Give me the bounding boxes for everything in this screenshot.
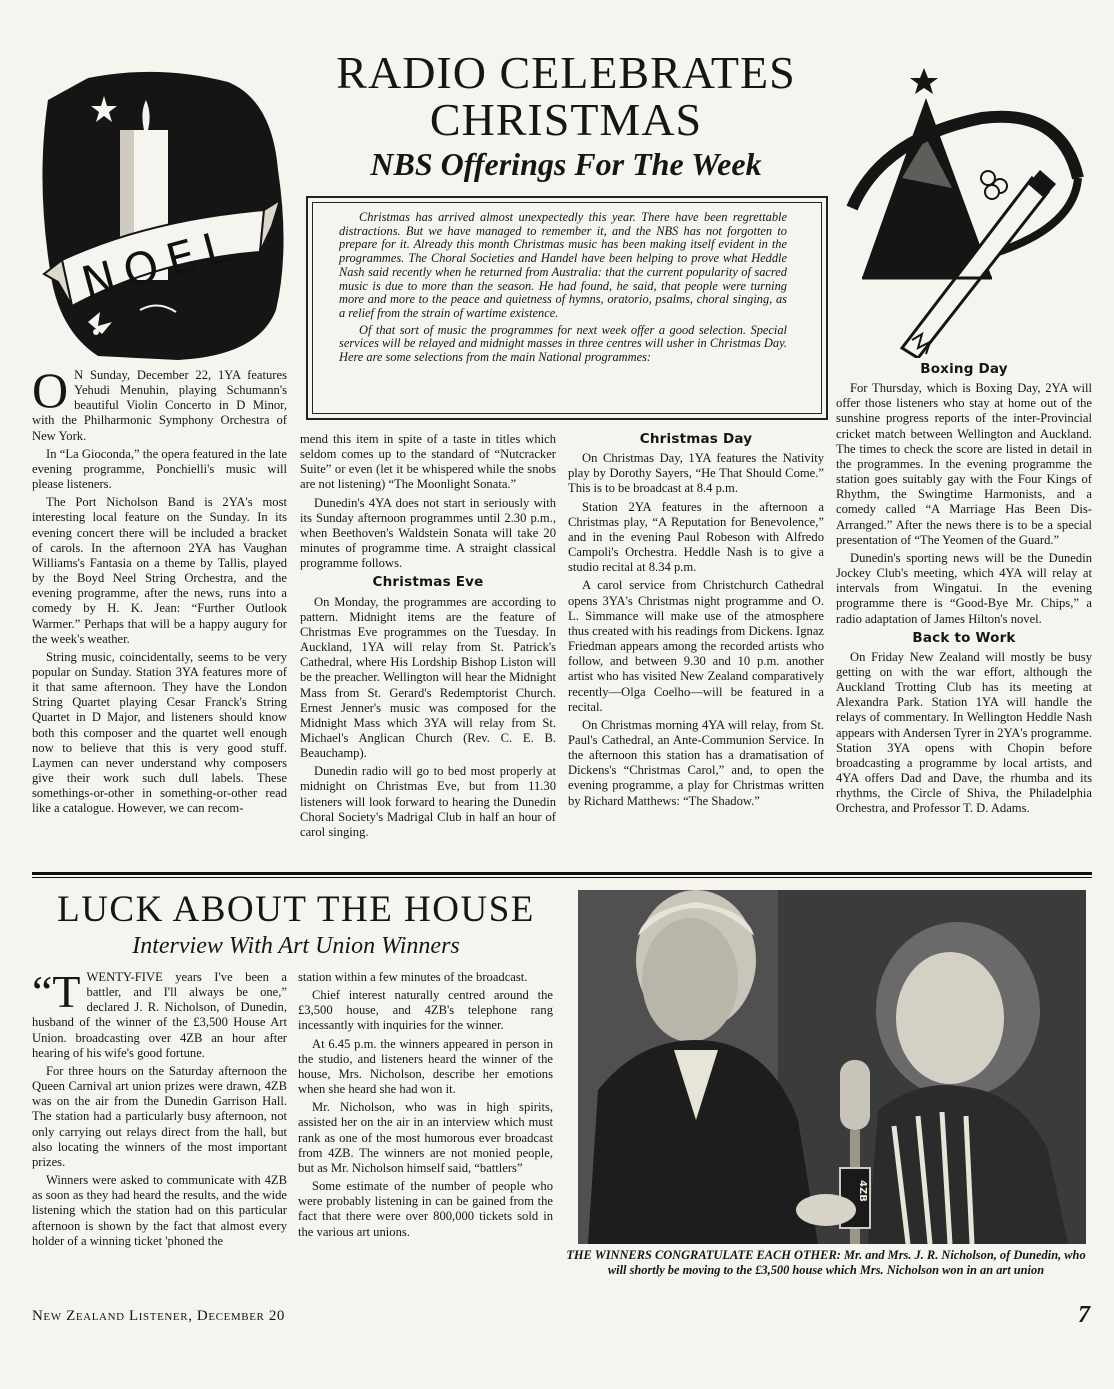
- section-heading-christmas-day: Christmas Day: [639, 431, 753, 447]
- headline-subtitle: NBS Offerings For The Week: [370, 146, 762, 182]
- caption-rest: Mr. and Mrs. J. R. Nicholson, of Dunedin, who will shortly be moving to the £3,500 house which Mrs. Nicholson won in an art union: [607, 1248, 1086, 1277]
- article-paragraph: In “La Gioconda,” the opera featured in the late evening programme, Ponchielli's music will please listeners.: [32, 446, 287, 492]
- noel-banner-text: NOEL: [76, 218, 245, 310]
- article-paragraph: Mr. Nicholson, who was in high spirits, assisted her on the air in an interview which must rank as one of the most humorous ever broadcast from 4ZB. The winners are not monied people, but as Mr. Nicholson himself said, “battlers”: [298, 1100, 553, 1175]
- column-3: [568, 428, 824, 812]
- photo-caption: [566, 1248, 1086, 1278]
- article-paragraph: Winners were asked to communicate with 4ZB as soon as they had heard the results, and the wide listening which the station had on this particular afternoon is shown by the fact that almost every holder of a winning ticket 'phoned the: [32, 1173, 287, 1248]
- christmas-tree-and-cracker-icon: [842, 58, 1088, 358]
- drop-cap: O: [32, 362, 69, 418]
- intro-paragraph: Of that sort of music the programmes for next week offer a good selection. Special services will be relayed and midnight masses in three centres will usher in Christmas Day. Here are some selections from the main National programmes:: [339, 322, 787, 365]
- article-paragraph: O N Sunday, December 22, 1YA features Yehudi Menuhin, playing Schumann's beautiful Violin Concerto in D Minor, with the Philharmonic Symphony Orchestra of New York.: [32, 362, 287, 443]
- article-paragraph: On Christmas morning 4YA will relay, from St. Paul's Cathedral, an Ante-Communion Service. In the afternoon this station has a dramatisation of Dickens's “Christmas Carol,” and, to open the evening programme, a play for Christmas written by Richard Matthews: “The Shadow.”: [568, 717, 824, 808]
- article-paragraph: A carol service from Christchurch Cathedral opens 3YA's Christmas night programme and O. L. Simmance will make use of the atmosphere thus created with his readings from Dickens. Ignaz Friedman appears among the recorded artists who follow, and between 9.30 and 10 p.m. another artist who has visited New Zealand comparatively recently—Olga Coelho—will be featured in a recital.: [568, 578, 824, 714]
- luck-column-1: [32, 966, 287, 1252]
- noel-illustration: [28, 60, 290, 360]
- article-paragraph: Station 2YA features in the afternoon a Christmas play, “A Reputation for Benevolence,” and in the evening Paul Robeson with Alfredo Campoli's Orchestra. Heddle Nash is to give a studio recital at 8.34 p.m.: [568, 499, 824, 575]
- tree-illustration: [842, 58, 1088, 358]
- intro-paragraph: Christmas has arrived almost unexpectedly this year. There have been regrettable distractions. But we have managed to remember it, and the NBS has not forgotten to prepare for it. Already this month Christmas music has been making itself evident in the programmes. The Choral Societies and Handel have been helping to prove what Heddle Nash said recently when he returned from Australia: that the current popularity of sacred music is due to more than the season. He had found, he said, that people were turning more and more to the peace and quietness of hymns, oratorio, psalms, choral singing, as a relief from the strain of wartime existence.: [339, 210, 787, 320]
- article-paragraph: On Christmas Day, 1YA features the Nativity play by Dorothy Sayers, “He That Should Come.” This is to be broadcast at 8.4 p.m.: [568, 451, 824, 496]
- headline-line1: RADIO CELEBRATES: [336, 47, 796, 98]
- luck-column-2: [298, 970, 553, 1243]
- column-4: [836, 358, 1092, 820]
- section-divider: [32, 872, 1092, 875]
- article-paragraph: String music, coincidentally, seems to be very popular on Sunday. Station 3YA features more of it that same afternoon. They have the London String Quartet playing Cesar Franck's String Quartet in D Major, and listeners should know both this composer and the quartet well enough now to believe that this is very good stuff. Laymen can never understand why composers give their work such dull labels. These somethings-or-other in something-or-other read like a catalogue. However, we can recom-: [32, 649, 287, 816]
- winners-photo: [578, 890, 1086, 1244]
- article-paragraph: The Port Nicholson Band is 2YA's most interesting local feature on the Sunday. In its evening concert there will be included a bracket of carols. In the afternoon 2YA has Vaughan Williams's Fantasia on a theme by Tallis, played by the Boyd Neel String Orchestra, and the evening programme, after the news, runs into a comedy by H. K. Jean: “Further Outlook Warmer.” Perhaps that will be a happy augury for the week's weather.: [32, 495, 287, 646]
- article-paragraph: Dunedin radio will go to bed most properly at midnight on Christmas Eve, but from 11.30 listeners will look forward to hearing the Dunedin Choral Society's Madrigal Club in half an hour of carol singing.: [300, 764, 556, 839]
- article-paragraph: Dunedin's sporting news will be the Dunedin Jockey Club's meeting, which 4YA will relay at intervals from Wingatui. In the evening programme there is “Good-Bye Mr. Chips,” a radio adaptation of James Hilton's novel.: [836, 550, 1092, 626]
- article-paragraph: “TWENTY-FIVE years I've been a battler, and I'll always be one,” declared J. R. Nicholson, of Dunedin, husband of the winner of the £3,500 House Art Union. broadcasting over 4ZB an hour after hearing of his wife's good fortune.: [32, 966, 287, 1060]
- article-paragraph: For three hours on the Saturday afternoon the Queen Carnival art union prizes were drawn, 4ZB was on the air from the Dunedin Garrison Hall. The station had a particularly busy afternoon, not only carrying out relays direct from the hall, but also locating the winners of the most important prizes.: [32, 1063, 287, 1169]
- article-paragraph: Chief interest naturally centred around the £3,500 house, and 4ZB's telephone rang incessantly with inquiries for the winner.: [298, 988, 553, 1033]
- article-paragraph: Some estimate of the number of people who were probably listening in can be gained from the fact that there were over 800,000 tickets sold in the various art unions.: [298, 1179, 553, 1239]
- article-paragraph: mend this item in spite of a taste in titles which seldom comes up to the standard of “Nutcracker Suite” or even (let it be whispered while the snobs are not listening) “The Moonlight Sonata.”: [300, 432, 556, 492]
- article-paragraph: station within a few minutes of the broadcast.: [298, 970, 528, 984]
- section-heading-christmas-eve: Christmas Eve: [372, 574, 484, 591]
- masthead-footer: New Zealand Listener, December 20: [32, 1308, 286, 1324]
- article-paragraph: Dunedin's 4YA does not start in seriously with its Sunday afternoon programmes until 2.30 p.m., when Beethoven's Waldstein Sonata will take 20 minutes of programme time. A straight classical programme follows.: [300, 495, 556, 571]
- microphone-label: 4ZB: [857, 1180, 868, 1202]
- headline-line2: CHRISTMAS: [429, 94, 703, 145]
- column-2: [300, 432, 556, 843]
- article-paragraph: For Thursday, which is Boxing Day, 2YA will offer those listeners who stay at home out of the sunshine progress reports of the inter-Provincial cricket match between Wellington and Auckland. The times to check the score are listed in detail in the programmes. In the evening programme the station goes suitably gay with the Four Kings of Rhythm, the Swingtime Harmonists, and a comedy called “A Marriage Has Been Dis-Arranged.” After the news there is to be a special presentation of “The Yeomen of the Guard.”: [836, 381, 1092, 547]
- drop-cap: “T: [32, 966, 81, 1017]
- page-number: 7: [1078, 1302, 1090, 1328]
- caption-lead: THE WINNERS CONGRATULATE EACH OTHER:: [566, 1248, 841, 1262]
- photo-illustration: [578, 890, 1086, 1244]
- section-divider: [32, 877, 1092, 878]
- article-paragraph: On Friday New Zealand will mostly be busy getting on with the war effort, although the Auckland Trotting Club has its meeting at Alexandra Park. Station 1YA will handle the relays of commentary. In Wellington Heddle Nash appears with Andersen Tyrer in 2YA's programme. Station 3YA opens with Chopin before broadcasting a programme by local artists, and 4YA offers Dad and Dave, the rhumba and its rhythms, the Circle of Shiva, the Philadelphia Orchestra, and Professor T. D. Adams.: [836, 649, 1092, 816]
- article-paragraph: On Monday, the programmes are according to pattern. Midnight items are the feature of Christmas Eve programmes on the Tuesday. In Auckland, 1YA will relay from St. Patrick's Cathedral, where His Lordship Bishop Liston will be the preacher. Wellington will hear the Midnight Mass from St. Gerard's Redemptorist Church. Ernest Jenner's music was composed for the Midnight Mass which 3YA will relay from St. Michael's Anglican Church (Rev. C. E. B. Beauchamp).: [300, 594, 556, 761]
- luck-title: LUCK ABOUT THE HOUSE: [57, 889, 535, 930]
- column-1: [32, 362, 287, 820]
- article-paragraph: At 6.45 p.m. the winners appeared in person in the studio, and listeners heard the winner of the house, Mrs. Nicholson, describe her emotions when she heard she had won it.: [298, 1036, 553, 1097]
- candle-and-holly-icon: [28, 60, 290, 360]
- luck-subtitle: Interview With Art Union Winners: [132, 933, 460, 959]
- section-heading-boxing-day: Boxing Day: [920, 361, 1008, 377]
- section-heading-back-to-work: Back to Work: [912, 629, 1016, 646]
- intro-box: [306, 196, 828, 420]
